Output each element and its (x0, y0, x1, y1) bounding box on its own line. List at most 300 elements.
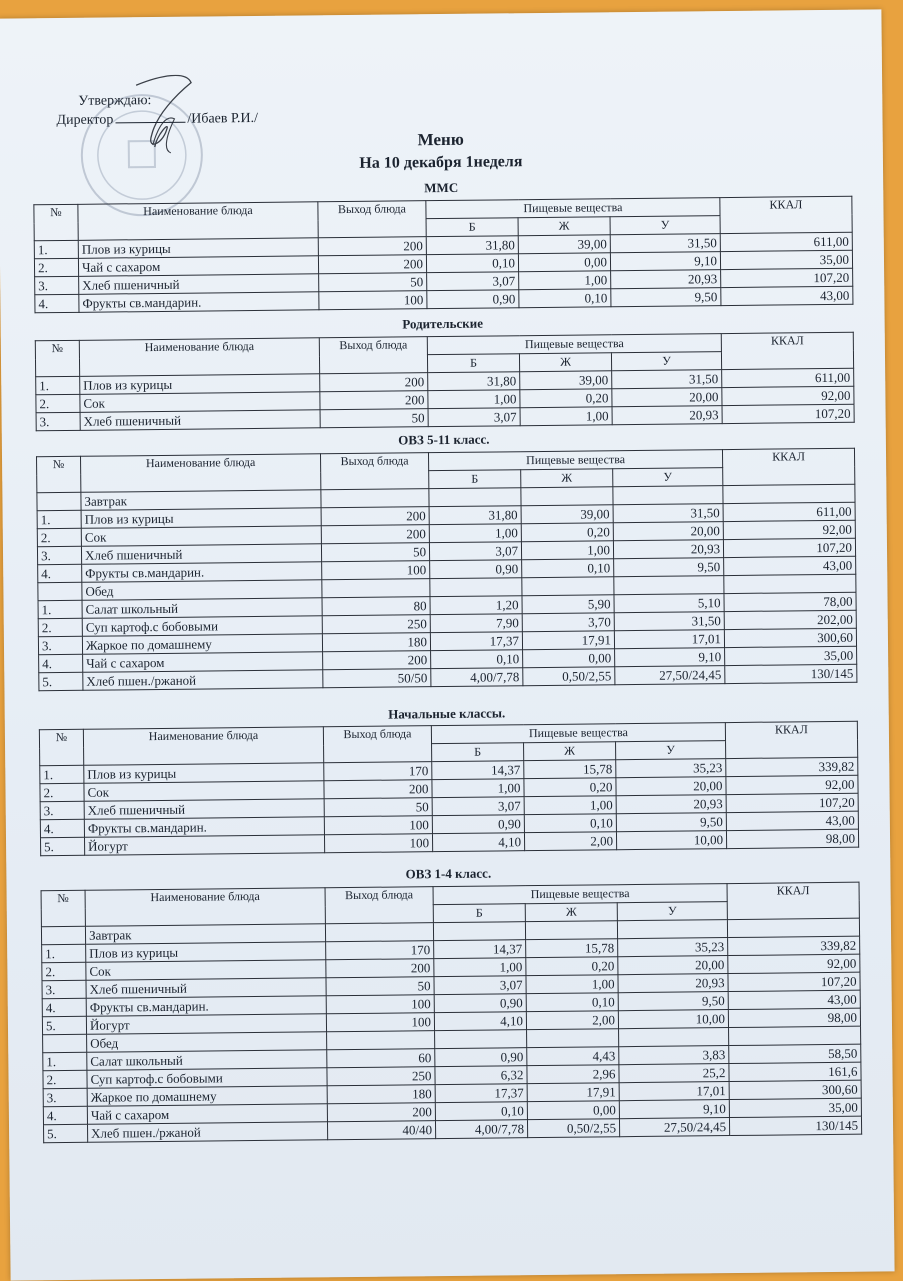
cell-carbs: 31,50 (610, 234, 720, 253)
cell-fat: 0,10 (524, 814, 616, 833)
cell-kcal: 35,00 (729, 1098, 861, 1117)
cell-dish-name: Фрукты св.мандарин. (84, 817, 324, 838)
cell-output: 100 (324, 834, 432, 853)
cell-kcal: 92,00 (723, 520, 855, 539)
cell-carbs: 10,00 (616, 831, 726, 850)
cell-no: 1. (43, 1052, 87, 1070)
cell-dish-name: Фрукты св.мандарин. (82, 562, 322, 583)
cell-empty (429, 488, 521, 507)
cell-carbs: 9,50 (614, 558, 724, 577)
cell-dish-name: Сок (80, 392, 320, 413)
cell-dish-name: Салат школьный (87, 1050, 327, 1071)
cell-no: 2. (38, 618, 82, 636)
cell-carbs: 35,23 (618, 938, 728, 957)
col-header-name: Наименование блюда (79, 338, 319, 377)
cell-dish-name: Чай с сахаром (78, 256, 318, 277)
col-header-b: Б (433, 904, 525, 923)
cell-carbs: 20,00 (616, 777, 726, 796)
cell-kcal: 161,6 (729, 1062, 861, 1081)
cell-protein: 1,00 (428, 390, 520, 409)
cell-no: 5. (40, 837, 84, 855)
cell-output: 50 (321, 543, 429, 562)
cell-protein: 1,00 (432, 779, 524, 798)
director-label: Директор (56, 112, 114, 129)
cell-protein: 1,00 (429, 524, 521, 543)
col-header-kcal: ККАЛ (722, 448, 854, 485)
col-header-u: У (610, 216, 720, 235)
cell-carbs: 20,00 (612, 388, 722, 407)
cell-carbs: 20,00 (613, 522, 723, 541)
col-header-nutrients: Пищевые вещества (427, 334, 721, 355)
cell-output: 250 (327, 1067, 435, 1086)
cell-output: 80 (322, 597, 430, 616)
cell-no: 1. (34, 240, 78, 258)
cell-kcal: 92,00 (726, 775, 858, 794)
cell-fat: 0,20 (520, 389, 612, 408)
cell-dish-name: Плов из курицы (80, 374, 320, 395)
cell-output: 200 (318, 237, 426, 256)
cell-kcal: 58,50 (729, 1044, 861, 1063)
cell-fat: 2,00 (524, 832, 616, 851)
cell-protein: 0,90 (435, 1048, 527, 1067)
cell-fat: 0,20 (526, 957, 618, 976)
cell-dish-name: Плов из курицы (81, 508, 321, 529)
cell-dish-name: Хлеб пшеничный (84, 799, 324, 820)
cell-protein: 4,00/7,78 (431, 668, 523, 687)
cell-carbs: 20,93 (611, 270, 721, 289)
col-header-kcal: ККАЛ (721, 332, 853, 369)
cell-carbs: 31,50 (613, 504, 723, 523)
cell-fat: 0,10 (519, 289, 611, 308)
cell-output: 100 (319, 291, 427, 310)
cell-carbs: 27,50/24,45 (619, 1118, 729, 1137)
cell-kcal: 339,82 (726, 757, 858, 776)
cell-no: 2. (36, 394, 80, 412)
cell-kcal: 107,20 (728, 972, 860, 991)
cell-carbs: 9,50 (616, 813, 726, 832)
cell-protein: 3,07 (432, 797, 524, 816)
cell-dish-name: Плов из курицы (86, 942, 326, 963)
cell-no: 1. (40, 765, 84, 783)
cell-no: 3. (37, 546, 81, 564)
cell-kcal: 92,00 (728, 954, 860, 973)
cell-protein: 17,37 (430, 632, 522, 651)
cell-fat: 0,00 (527, 1101, 619, 1120)
section-title: ОВЗ 5-11 класс. (398, 431, 490, 448)
col-header-output: Выход блюда (319, 337, 427, 374)
menu-date: На 10 декабря 1неделя (359, 153, 523, 172)
cell-dish-name: Хлеб пшен./ржаной (83, 670, 323, 691)
cell-fat: 0,50/2,55 (527, 1119, 619, 1138)
cell-empty (43, 1034, 87, 1052)
cell-kcal: 107,20 (723, 538, 855, 557)
cell-output: 250 (322, 615, 430, 634)
cell-carbs: 20,93 (618, 974, 728, 993)
cell-output: 180 (327, 1085, 435, 1104)
col-header-output: Выход блюда (325, 887, 433, 924)
cell-fat: 1,00 (526, 975, 618, 994)
cell-dish-name: Хлеб пшеничный (80, 410, 320, 431)
cell-protein: 0,90 (432, 815, 524, 834)
cell-output: 200 (321, 525, 429, 544)
approval-label: Утверждаю: (78, 93, 152, 109)
col-header-kcal: ККАЛ (720, 196, 852, 233)
cell-output: 100 (326, 1013, 434, 1032)
cell-empty (521, 487, 613, 506)
col-header-zh: Ж (521, 469, 613, 488)
cell-empty (617, 920, 727, 939)
cell-kcal: 300,60 (724, 628, 856, 647)
cell-no: 1. (37, 510, 81, 528)
page-title: Меню (417, 129, 464, 150)
cell-fat: 1,00 (520, 407, 612, 426)
cell-carbs: 20,93 (612, 406, 722, 425)
cell-kcal: 107,20 (721, 268, 853, 287)
cell-dish-name: Сок (81, 526, 321, 547)
cell-dish-name: Йогурт (84, 835, 324, 856)
col-header-nutrients: Пищевые вещества (428, 450, 722, 471)
cell-carbs: 9,50 (611, 288, 721, 307)
cell-empty (727, 918, 859, 937)
cell-empty (729, 1026, 861, 1045)
cell-carbs: 27,50/24,45 (615, 666, 725, 685)
cell-kcal: 611,00 (722, 368, 854, 387)
cell-fat: 39,00 (518, 235, 610, 254)
cell-fat: 17,91 (522, 631, 614, 650)
cell-protein: 0,10 (431, 650, 523, 669)
col-header-b: Б (427, 354, 519, 373)
cell-dish-name: Йогурт (86, 1014, 326, 1035)
cell-protein: 0,10 (435, 1102, 527, 1121)
cell-fat: 0,10 (526, 993, 618, 1012)
cell-dish-name: Плов из курицы (84, 763, 324, 784)
cell-output: 200 (318, 255, 426, 274)
cell-kcal: 339,82 (728, 936, 860, 955)
cell-dish-name: Хлеб пшеничный (79, 274, 319, 295)
col-header-b: Б (432, 743, 524, 762)
cell-kcal: 107,20 (726, 793, 858, 812)
cell-no: 4. (38, 564, 82, 582)
cell-dish-name: Суп картоф.с бобовыми (87, 1068, 327, 1089)
cell-output: 50 (324, 798, 432, 817)
col-header-output: Выход блюда (323, 726, 431, 763)
cell-fat: 39,00 (521, 505, 613, 524)
cell-no: 2. (37, 528, 81, 546)
cell-protein: 3,07 (429, 542, 521, 561)
cell-protein: 31,80 (426, 236, 518, 255)
cell-fat: 2,00 (526, 1011, 618, 1030)
cell-kcal: 35,00 (725, 646, 857, 665)
col-header-zh: Ж (524, 742, 616, 761)
cell-dish-name: Хлеб пшен./ржаной (87, 1122, 327, 1143)
cell-protein: 3,07 (434, 976, 526, 995)
cell-empty (38, 582, 82, 600)
cell-empty (322, 579, 430, 598)
cell-empty (723, 484, 855, 503)
cell-kcal: 300,60 (729, 1080, 861, 1099)
cell-no: 5. (44, 1124, 88, 1142)
cell-no: 4. (39, 654, 83, 672)
cell-protein: 14,37 (434, 940, 526, 959)
cell-no: 3. (36, 412, 80, 430)
cell-protein: 4,10 (434, 1012, 526, 1031)
col-header-name: Наименование блюда (83, 727, 323, 766)
cell-kcal: 43,00 (726, 811, 858, 830)
section-title: ММС (424, 179, 459, 196)
cell-carbs: 31,50 (614, 612, 724, 631)
cell-output: 200 (326, 959, 434, 978)
meal-group-label: Обед (87, 1032, 327, 1053)
cell-output: 200 (320, 391, 428, 410)
cell-kcal: 611,00 (723, 502, 855, 521)
col-header-no: № (34, 204, 78, 240)
cell-dish-name: Чай с сахаром (87, 1104, 327, 1125)
cell-no: 2. (43, 1070, 87, 1088)
cell-kcal: 98,00 (728, 1008, 860, 1027)
cell-fat: 3,70 (522, 613, 614, 632)
signature-line (115, 122, 185, 124)
col-header-u: У (616, 741, 726, 760)
col-header-name: Наименование блюда (78, 202, 318, 241)
cell-kcal: 43,00 (728, 990, 860, 1009)
meal-group-label: Обед (82, 580, 322, 601)
cell-dish-name: Суп картоф.с бобовыми (82, 616, 322, 637)
col-header-zh: Ж (518, 217, 610, 236)
cell-dish-name: Сок (84, 781, 324, 802)
cell-kcal: 130/145 (729, 1116, 861, 1135)
col-header-no: № (35, 340, 79, 376)
cell-protein: 4,10 (432, 833, 524, 852)
cell-fat: 0,00 (518, 253, 610, 272)
col-header-no: № (41, 890, 85, 926)
cell-empty (724, 574, 856, 593)
cell-empty (430, 578, 522, 597)
cell-no: 5. (39, 672, 83, 690)
cell-empty (619, 1028, 729, 1047)
cell-output: 200 (320, 373, 428, 392)
cell-fat: 0,20 (524, 778, 616, 797)
cell-no: 2. (42, 962, 86, 980)
col-header-b: Б (429, 470, 521, 489)
cell-no: 5. (42, 1016, 86, 1034)
col-header-nutrients: Пищевые вещества (431, 723, 725, 744)
cell-empty (613, 486, 723, 505)
cell-empty (433, 922, 525, 941)
cell-kcal: 611,00 (720, 232, 852, 251)
cell-protein: 6,32 (435, 1066, 527, 1085)
col-header-u: У (617, 902, 727, 921)
cell-protein: 0,10 (426, 254, 518, 273)
cell-carbs: 9,10 (619, 1100, 729, 1119)
cell-carbs: 20,93 (613, 540, 723, 559)
cell-no: 2. (34, 258, 78, 276)
cell-kcal: 35,00 (720, 250, 852, 269)
cell-fat: 0,50/2,55 (523, 667, 615, 686)
cell-kcal: 130/145 (725, 664, 857, 683)
cell-fat: 39,00 (520, 371, 612, 390)
cell-carbs: 31,50 (612, 370, 722, 389)
menu-table (33, 196, 853, 314)
col-header-zh: Ж (525, 903, 617, 922)
cell-dish-name: Сок (86, 960, 326, 981)
cell-fat: 4,43 (527, 1047, 619, 1066)
cell-output: 200 (327, 1103, 435, 1122)
cell-kcal: 43,00 (721, 286, 853, 305)
meal-group-label: Завтрак (81, 490, 321, 511)
cell-carbs: 10,00 (618, 1010, 728, 1029)
cell-protein: 4,00/7,78 (435, 1120, 527, 1139)
col-header-no: № (37, 456, 81, 492)
cell-dish-name: Плов из курицы (78, 238, 318, 259)
cell-protein: 3,07 (427, 272, 519, 291)
col-header-output: Выход блюда (320, 453, 428, 490)
cell-output: 100 (326, 995, 434, 1014)
approval-block (56, 90, 258, 130)
cell-fat: 1,00 (519, 271, 611, 290)
cell-fat: 0,00 (523, 649, 615, 668)
cell-fat: 0,20 (521, 523, 613, 542)
cell-protein: 3,07 (428, 408, 520, 427)
cell-fat: 2,96 (527, 1065, 619, 1084)
col-header-output: Выход блюда (318, 201, 426, 238)
cell-kcal: 98,00 (726, 829, 858, 848)
paper-sheet (0, 9, 895, 1280)
col-header-b: Б (426, 218, 518, 237)
cell-no: 3. (35, 276, 79, 294)
cell-carbs: 3,83 (619, 1046, 729, 1065)
cell-protein: 14,37 (432, 761, 524, 780)
section-title: Начальные классы. (388, 705, 506, 722)
cell-no: 2. (40, 783, 84, 801)
cell-fat: 1,00 (521, 541, 613, 560)
col-header-nutrients: Пищевые вещества (433, 884, 727, 905)
cell-dish-name: Хлеб пшеничный (86, 978, 326, 999)
cell-output: 50/50 (323, 669, 431, 688)
cell-fat: 15,78 (526, 939, 618, 958)
col-header-kcal: ККАЛ (725, 721, 857, 758)
cell-no: 3. (38, 636, 82, 654)
cell-carbs: 9,10 (610, 252, 720, 271)
cell-kcal: 202,00 (724, 610, 856, 629)
cell-empty (327, 1031, 435, 1050)
col-header-name: Наименование блюда (85, 888, 325, 927)
cell-protein: 1,00 (434, 958, 526, 977)
cell-output: 170 (326, 941, 434, 960)
cell-dish-name: Чай с сахаром (83, 652, 323, 673)
cell-no: 3. (43, 1088, 87, 1106)
cell-protein: 0,90 (434, 994, 526, 1013)
cell-no: 4. (40, 819, 84, 837)
cell-carbs: 5,10 (614, 594, 724, 613)
cell-carbs: 35,23 (616, 759, 726, 778)
col-header-no: № (39, 729, 83, 765)
cell-output: 60 (327, 1049, 435, 1068)
cell-output: 200 (324, 780, 432, 799)
cell-dish-name: Жаркое по домашнему (82, 634, 322, 655)
cell-no: 4. (42, 998, 86, 1016)
cell-kcal: 92,00 (722, 386, 854, 405)
col-header-u: У (611, 352, 721, 371)
col-header-zh: Ж (519, 353, 611, 372)
cell-output: 100 (322, 561, 430, 580)
cell-dish-name: Хлеб пшеничный (81, 544, 321, 565)
menu-table (39, 721, 859, 857)
cell-carbs: 20,93 (616, 795, 726, 814)
cell-dish-name: Фрукты св.мандарин. (79, 292, 319, 313)
menu-table (41, 882, 863, 1144)
cell-empty (435, 1030, 527, 1049)
cell-output: 50 (319, 273, 427, 292)
cell-empty (614, 576, 724, 595)
cell-protein: 7,90 (430, 614, 522, 633)
cell-no: 3. (40, 801, 84, 819)
cell-no: 1. (36, 376, 80, 394)
cell-output: 200 (323, 651, 431, 670)
cell-protein: 31,80 (429, 506, 521, 525)
cell-fat: 5,90 (522, 595, 614, 614)
cell-output: 50 (320, 409, 428, 428)
cell-fat: 1,00 (524, 796, 616, 815)
section-title: ОВЗ 1-4 класс. (405, 865, 492, 882)
cell-carbs: 20,00 (618, 956, 728, 975)
col-header-u: У (613, 468, 723, 487)
cell-empty (321, 489, 429, 508)
cell-empty (41, 926, 85, 944)
cell-dish-name: Салат школьный (82, 598, 322, 619)
section-title: Родительские (402, 315, 484, 332)
cell-carbs: 17,01 (619, 1082, 729, 1101)
col-header-name: Наименование блюда (81, 454, 321, 493)
cell-fat: 0,10 (522, 559, 614, 578)
cell-kcal: 78,00 (724, 592, 856, 611)
cell-protein: 17,37 (435, 1084, 527, 1103)
cell-fat: 17,91 (527, 1083, 619, 1102)
cell-no: 4. (35, 294, 79, 312)
cell-carbs: 25,2 (619, 1064, 729, 1083)
cell-empty (525, 921, 617, 940)
meal-group-label: Завтрак (85, 924, 325, 945)
cell-output: 50 (326, 977, 434, 996)
menu-table (35, 332, 855, 432)
col-header-nutrients: Пищевые вещества (426, 198, 720, 219)
cell-protein: 0,90 (430, 560, 522, 579)
cell-empty (325, 923, 433, 942)
cell-carbs: 9,10 (615, 648, 725, 667)
cell-kcal: 107,20 (722, 404, 854, 423)
director-name: /Ибаев Р.И./ (187, 110, 259, 127)
cell-empty (527, 1029, 619, 1048)
cell-output: 200 (321, 507, 429, 526)
cell-protein: 0,90 (427, 290, 519, 309)
cell-no: 3. (42, 980, 86, 998)
cell-output: 170 (324, 762, 432, 781)
cell-dish-name: Жаркое по домашнему (87, 1086, 327, 1107)
cell-no: 4. (43, 1106, 87, 1124)
cell-empty (522, 577, 614, 596)
cell-protein: 31,80 (428, 372, 520, 391)
cell-carbs: 9,50 (618, 992, 728, 1011)
col-header-kcal: ККАЛ (727, 882, 859, 919)
cell-no: 1. (38, 600, 82, 618)
cell-fat: 15,78 (524, 760, 616, 779)
cell-output: 100 (324, 816, 432, 835)
cell-carbs: 17,01 (614, 630, 724, 649)
cell-output: 180 (322, 633, 430, 652)
cell-kcal: 43,00 (724, 556, 856, 575)
cell-no: 1. (42, 944, 86, 962)
cell-protein: 1,20 (430, 596, 522, 615)
menu-table (36, 448, 857, 692)
